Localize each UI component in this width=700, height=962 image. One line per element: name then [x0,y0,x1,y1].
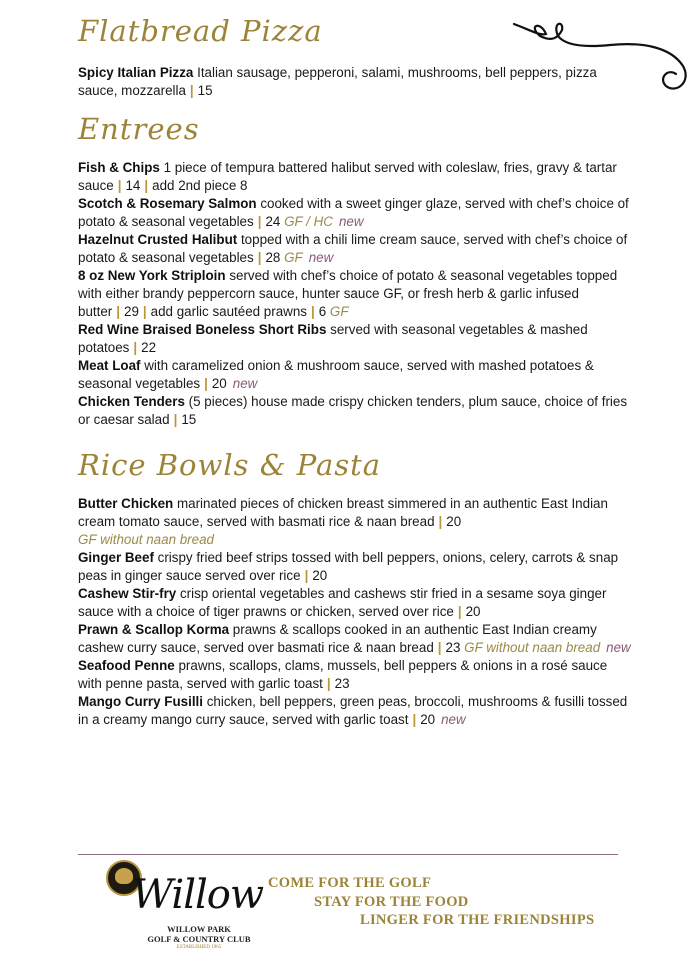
dietary-tag: GF [284,250,303,265]
new-badge: new [606,640,631,655]
section-title-rice-bowls-pasta: Rice Bowls & Pasta [78,448,382,482]
menu-item: Hazelnut Crusted Halibut topped with a chili lime cream sauce, served with chef’s choice of potato & seasonal vegetables | 28 GF new [78,232,628,265]
menu-item: Meat Loaf with caramelized onion & mushroom sauce, served with mashed potatoes & seasonal vegetables | 20 new [78,358,594,391]
price-separator: | [412,712,417,727]
menu-item: Prawn & Scallop Korma prawns & scallops cooked in an authentic East Indian creamy cashew curry sauce, served over basmati rice & naan bread | 23 GF without naan bread new [78,622,631,655]
logo-wordmark: Willow [132,872,264,918]
rice-pasta-list [78,495,633,729]
dietary-tag: GF without naan bread [464,640,601,655]
established-label: ESTABLISHED 1965 [176,945,222,950]
tagline-golf: COME FOR THE GOLF [268,875,432,891]
menu-item: Mango Curry Fusilli chicken, bell peppers, green peas, broccoli, mushrooms & fusilli tossed in a creamy mango curry sauce, served with garlic toast | 20 new [78,694,628,727]
footer-divider [78,854,618,855]
new-badge: new [441,712,466,727]
willow-park-logo [104,860,274,956]
tagline-friendships: LINGER FOR THE FRIENDSHIPS [360,912,595,928]
price-separator: | [257,214,262,229]
price-separator: | [257,250,262,265]
price-separator: | [189,83,194,98]
price-separator: | [133,340,138,355]
new-badge: new [232,376,258,391]
menu-item: Chicken Tenders (5 pieces) house made crispy chicken tenders, plum sauce, choice of fries or caesar salad | 15 [78,394,628,427]
price-separator: | [204,376,208,391]
menu-item: Fish & Chips 1 piece of tempura battered halibut served with coleslaw, fries, gravy & tartar sauce | 14 | add 2nd piece 8 [78,160,617,193]
menu-item: 8 oz New York Striploin served with chef’s choice of potato & seasonal vegetables topped with either brandy peppercorn sauce, hunter sauce GF, or fresh herb & garlic infused butter | 29 | add garlic sautéed prawns | 6 GF [78,268,618,319]
price-separator: | [326,676,331,691]
flatbread-list [78,64,633,100]
section-title-entrees: Entrees [78,112,200,146]
tagline-food: STAY FOR THE FOOD [314,894,469,910]
club-name-line1: WILLOW PARK [167,924,231,934]
dietary-tag: GF [329,304,349,319]
menu-item: Butter Chicken marinated pieces of chicken breast simmered in an authentic East Indian cream tomato sauce, served with basmati rice & naan bread | 20 GF without naan bread [78,496,608,547]
price-separator: | [116,304,120,319]
price-separator: | [437,640,442,655]
price-separator: | [438,514,443,529]
menu-item: Red Wine Braised Boneless Short Ribs served with seasonal vegetables & mashed potatoes | 22 [78,322,588,355]
menu-item: Seafood Penne prawns, scallops, clams, mussels, bell peppers & onions in a rosé sauce with penne pasta, served with garlic toast | 23 [78,658,608,691]
dietary-tag: GF without naan bread [78,532,214,547]
price-separator: | [304,568,309,583]
dietary-tag: GF / HC [284,214,333,229]
price-separator: | [457,604,462,619]
price-separator: | [117,178,122,193]
entrees-list [78,159,633,429]
menu-item: Scotch & Rosemary Salmon cooked with a sweet ginger glaze, served with chef’s choice of potato & seasonal vegetables | 24 GF / HC new [78,196,629,229]
new-badge: new [308,250,334,265]
menu-item: Spicy Italian Pizza Italian sausage, pepperoni, salami, mushrooms, bell peppers, pizza sauce, mozzarella | 15 [78,65,597,98]
section-title-flatbread: Flatbread Pizza [78,14,323,48]
club-name-line2: GOLF & COUNTRY CLUB [147,934,251,944]
price-separator: | [173,412,178,427]
new-badge: new [338,214,364,229]
menu-item: Cashew Stir-fry crisp oriental vegetables and cashews stir fried in a sesame soya ginger sauce with a choice of tiger prawns or chicken, served over rice | 20 [78,586,607,619]
menu-item: Ginger Beef crispy fried beef strips tossed with bell peppers, onions, celery, carrots & snap peas in ginger sauce served over rice | 20 [78,550,619,583]
price-separator: | [144,178,149,193]
price-separator: | [142,304,147,319]
price-separator: | [310,304,315,319]
